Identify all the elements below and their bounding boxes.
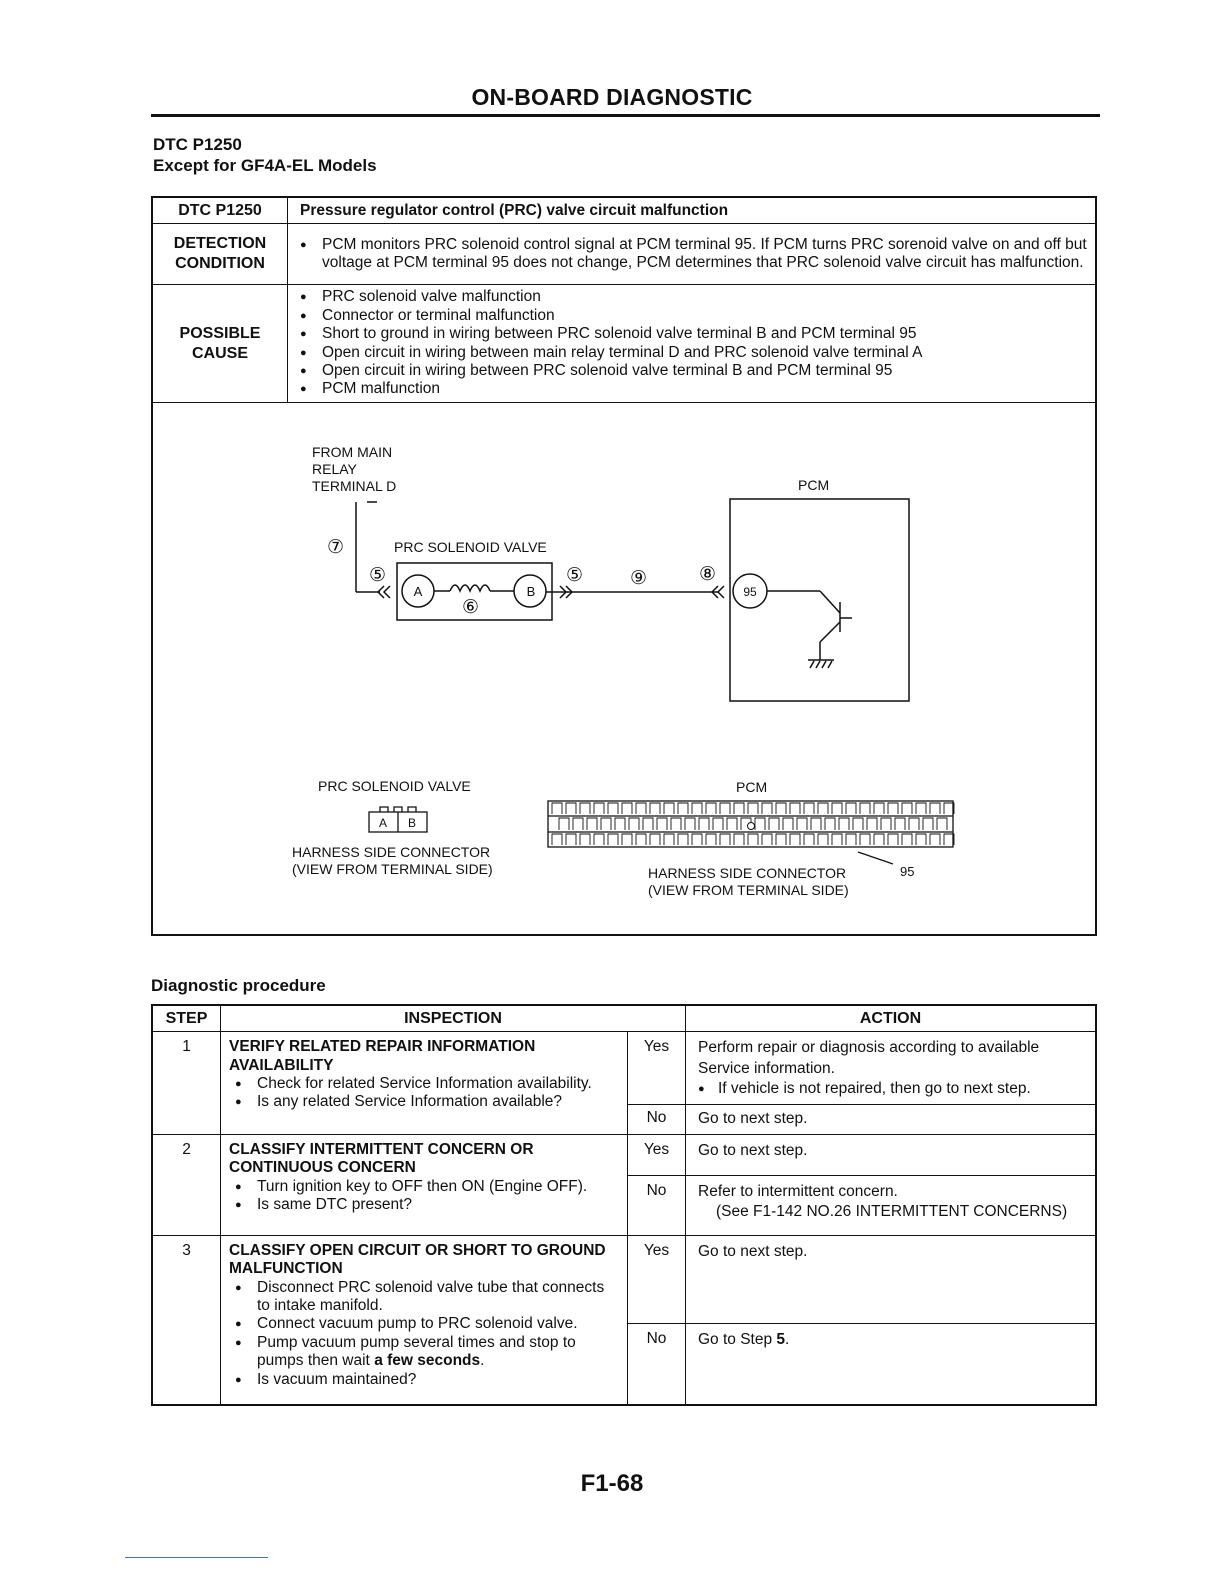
step3-item xyxy=(235,1334,619,1371)
pcm-connector-pin xyxy=(706,803,716,814)
pcm-connector-pin xyxy=(664,834,674,845)
pcm-connector-pin xyxy=(601,818,611,830)
pcm-connector-pin xyxy=(902,803,912,814)
step2-no-action-text: Refer to intermittent concern. xyxy=(698,1182,898,1200)
step1-no: No xyxy=(628,1104,686,1134)
step2-yes: Yes xyxy=(628,1134,686,1175)
pcm-connector-pin xyxy=(657,818,667,830)
pcm-connector-pin xyxy=(846,834,856,845)
pcm-connector-pin xyxy=(748,803,758,814)
pcm-connector-pin xyxy=(930,834,940,845)
cause-item: ● Open circuit in wiring between main relay terminal D and PRC solenoid valve terminal A xyxy=(300,344,1087,362)
step1-inspection xyxy=(221,1032,628,1135)
model-scope-heading: Except for GF4A-EL Models xyxy=(153,156,377,175)
step1-item: ● Is any related Service Information available? xyxy=(235,1093,619,1111)
step2-no-action xyxy=(686,1175,1097,1235)
cause-label-line1: POSSIBLE xyxy=(179,324,261,342)
step3-item3-text: Pump vacuum pump several times and stop to pumps then wait xyxy=(257,1333,576,1370)
step1-no-action: Go to next step. xyxy=(686,1104,1097,1134)
pcm-connector-pin xyxy=(874,803,884,814)
pcm-connector-pin xyxy=(811,818,821,830)
detection-text: ● PCM monitors PRC solenoid control signal at PCM terminal 95. If PCM turns PRC sorenoid valve on and off but voltage at PCM terminal 95 does not change, PCM determines that PRC solenoid valve circuit has malfunction. xyxy=(300,236,1087,273)
step1-yes-row xyxy=(152,1032,1096,1105)
pcm-connector-pin xyxy=(790,803,800,814)
transistor-emitter xyxy=(820,622,840,642)
pcm-connector-pin xyxy=(643,818,653,830)
pcm-connector-pin xyxy=(692,834,702,845)
pcm-connector-pin xyxy=(734,803,744,814)
pcm-connector-pin xyxy=(622,834,632,845)
step3-items xyxy=(229,1279,619,1389)
step1-item: ● Check for related Service Information availability. xyxy=(235,1075,619,1093)
step3-item: ● Disconnect PRC solenoid valve tube that connects to intake manifold. xyxy=(235,1279,619,1316)
step3-yes-action: Go to next step. xyxy=(686,1235,1097,1323)
terminal-95-label: 95 xyxy=(743,585,757,599)
pcm-connector-pin xyxy=(769,818,779,830)
valve-connector-latch xyxy=(380,807,416,812)
detection-label-line1: DETECTION xyxy=(173,235,267,252)
pcm-connector-pin xyxy=(594,834,604,845)
pcm-connector-pin xyxy=(622,803,632,814)
step2-title: CLASSIFY INTERMITTENT CONCERN OR CONTINUOUS CONCERN xyxy=(229,1140,534,1176)
pcm-connector-key xyxy=(748,823,755,830)
cause-label-line2: CAUSE xyxy=(191,344,248,362)
step3-no-action-text: Go to Step xyxy=(698,1330,777,1348)
step2-no-action-ref: (See F1-142 NO.26 INTERMITTENT CONCERNS) xyxy=(716,1203,1068,1220)
circuit-num-5b: ⑤ xyxy=(566,565,584,586)
solenoid-coil xyxy=(450,585,490,591)
header-inspection: INSPECTION xyxy=(221,1005,686,1032)
header-action: ACTION xyxy=(686,1005,1097,1032)
pcm-connector-pin xyxy=(580,803,590,814)
pcm-connector-pin xyxy=(818,803,828,814)
step2-item: ● Is same DTC present? xyxy=(235,1196,619,1214)
dtc-code-heading: DTC P1250 xyxy=(153,135,242,154)
step3-item: ● Connect vacuum pump to PRC solenoid valve. xyxy=(235,1315,619,1333)
step1-title: VERIFY RELATED REPAIR INFORMATION AVAILABILITY xyxy=(229,1038,536,1074)
pcm-connector-pin xyxy=(776,803,786,814)
pcm-connector-pin xyxy=(650,834,660,845)
cause-item: ● Short to ground in wiring between PRC solenoid valve terminal B and PCM terminal 95 xyxy=(300,325,1087,343)
step3-no-action xyxy=(686,1323,1097,1405)
pcm-connector-pin xyxy=(615,818,625,830)
diagnostic-procedure-table xyxy=(151,1004,1097,1406)
pcm-connector-pin xyxy=(685,818,695,830)
pcm-connector-pin xyxy=(566,834,576,845)
pcm-connector-pin xyxy=(692,803,702,814)
pcm-connector-pin xyxy=(909,818,919,830)
step2-inspection xyxy=(221,1134,628,1235)
pcm-connector-pin xyxy=(608,834,618,845)
step2-number: 2 xyxy=(152,1134,221,1235)
pcm-connector-pin xyxy=(678,834,688,845)
circuit-num-9: ⑨ xyxy=(630,568,648,589)
pcm-connector-pin xyxy=(678,803,688,814)
pcm-connector-pin xyxy=(552,803,562,814)
pcm-connector-pin xyxy=(580,834,590,845)
pcm-connector-pin xyxy=(832,834,842,845)
procedure-header-row xyxy=(152,1005,1096,1032)
conn-valve-label: PRC SOLENOID VALVE xyxy=(318,778,471,794)
pcm-connector-pin xyxy=(846,803,856,814)
circuit-num-6: ⑥ xyxy=(462,597,480,618)
pcm-connector-pin xyxy=(818,834,828,845)
pcm-connector-pin xyxy=(671,818,681,830)
valve-conn-b: B xyxy=(407,816,417,830)
pcm-connector-pin xyxy=(874,834,884,845)
from-relay-line3: TERMINAL D xyxy=(312,478,397,494)
pin-95-leader xyxy=(858,852,893,864)
cause-item: ● Open circuit in wiring between PRC solenoid valve terminal B and PCM terminal 95 xyxy=(300,362,1087,380)
pcm-connector-pin xyxy=(860,834,870,845)
pcm-connector-pin xyxy=(720,834,730,845)
step1-yes: Yes xyxy=(628,1032,686,1105)
step3-yes: Yes xyxy=(628,1235,686,1323)
pcm-connector-pin xyxy=(923,818,933,830)
harness-right-line2: (VIEW FROM TERMINAL SIDE) xyxy=(648,882,849,898)
pcm-connector-pin xyxy=(664,803,674,814)
pcm-connector-pin xyxy=(587,818,597,830)
cause-item: ● PRC solenoid valve malfunction xyxy=(300,288,1087,306)
pcm-connector-pin xyxy=(804,834,814,845)
pcm-connector-pin xyxy=(867,818,877,830)
step1-number: 1 xyxy=(152,1032,221,1135)
pcm-connector-pin xyxy=(762,803,772,814)
page-header-title: ON-BOARD DIAGNOSTIC xyxy=(471,84,753,110)
step3-title: CLASSIFY OPEN CIRCUIT OR SHORT TO GROUND MALFUNCTION xyxy=(229,1241,606,1277)
circuit-num-5a: ⑤ xyxy=(369,565,387,586)
step2-yes-row xyxy=(152,1134,1096,1175)
detection-label-line2: CONDITION xyxy=(175,255,265,272)
step1-yes-action-bullet: ● If vehicle is not repaired, then go to next step. xyxy=(698,1079,1087,1100)
dtc-code-cell: DTC P1250 xyxy=(153,198,288,224)
harness-left-line1: HARNESS SIDE CONNECTOR xyxy=(292,844,491,860)
pcm-connector-pin xyxy=(916,834,926,845)
harness-right-line1: HARNESS SIDE CONNECTOR xyxy=(648,865,847,881)
pcm-connector-pin xyxy=(797,818,807,830)
pcm-connector-pin xyxy=(895,818,905,830)
pcm-connector-pin xyxy=(636,803,646,814)
pcm-connector-pin xyxy=(713,818,723,830)
pcm-connector-pin xyxy=(748,834,758,845)
prc-valve-label: PRC SOLENOID VALVE xyxy=(394,539,547,555)
pcm-connector-pin xyxy=(881,818,891,830)
conn-pcm-label: PCM xyxy=(736,779,768,795)
pcm-connector-pin xyxy=(650,803,660,814)
step3-no-action-step: 5 xyxy=(776,1330,786,1348)
pcm-connector-pin xyxy=(706,834,716,845)
pcm-connector-pin xyxy=(734,834,744,845)
cause-item: ● Connector or terminal malfunction xyxy=(300,307,1087,325)
pcm-connector-pin xyxy=(573,818,583,830)
pcm-connector-pin xyxy=(727,818,737,830)
pcm-connector-pin xyxy=(888,803,898,814)
step3-item3-end: . xyxy=(480,1352,485,1370)
pcm-connector-pin xyxy=(783,818,793,830)
step3-number: 3 xyxy=(152,1235,221,1405)
pcm-connector-pin xyxy=(825,818,835,830)
pcm-connector-pin xyxy=(930,803,940,814)
pcm-connector-pin xyxy=(832,803,842,814)
circuit-num-7: ⑦ xyxy=(327,537,345,558)
step1-yes-action-text: Perform repair or diagnosis according to available Service information. xyxy=(698,1039,1040,1077)
pcm-box xyxy=(730,499,909,701)
pcm-connector-pin xyxy=(755,818,765,830)
step3-yes-row xyxy=(152,1235,1096,1323)
valve-conn-a: A xyxy=(378,816,388,830)
pcm-connector-pin xyxy=(776,834,786,845)
pin-95-label: 95 xyxy=(900,864,915,879)
diagnostic-procedure-title: Diagnostic procedure xyxy=(151,976,326,995)
pcm-label: PCM xyxy=(798,477,830,493)
step3-item3-bold: a few seconds xyxy=(374,1352,481,1370)
cause-item: ● PCM malfunction xyxy=(300,380,1087,398)
pcm-connector-pin xyxy=(594,803,604,814)
page-number: F1-68 xyxy=(580,1470,644,1497)
dtc-description: Pressure regulator control (PRC) valve circuit malfunction xyxy=(288,198,1096,224)
step3-item: ● Is vacuum maintained? xyxy=(235,1371,619,1389)
pcm-connector-pin xyxy=(699,818,709,830)
pcm-connector-pin xyxy=(839,818,849,830)
pcm-connector-pin xyxy=(860,803,870,814)
pcm-connector-pin xyxy=(608,803,618,814)
pcm-connector-pin xyxy=(720,803,730,814)
transistor-collector xyxy=(820,591,840,613)
footer-rule xyxy=(125,1557,268,1558)
pcm-connector-pin xyxy=(762,834,772,845)
ground-icon xyxy=(810,661,832,668)
pcm-connector-pin xyxy=(559,818,569,830)
pcm-connector-pin xyxy=(629,818,639,830)
step2-item: ● Turn ignition key to OFF then ON (Engine OFF). xyxy=(235,1178,619,1196)
from-relay-line2: RELAY xyxy=(312,461,357,477)
pcm-connector-pin xyxy=(916,803,926,814)
pcm-connector-pin xyxy=(552,834,562,845)
step3-no: No xyxy=(628,1323,686,1405)
step3-inspection xyxy=(221,1235,628,1405)
terminal-b-label: B xyxy=(526,584,536,599)
pcm-connector-pin xyxy=(804,803,814,814)
step2-no: No xyxy=(628,1175,686,1235)
circuit-num-8: ⑧ xyxy=(699,564,717,585)
step2-items xyxy=(229,1178,619,1215)
terminal-a-label: A xyxy=(413,584,423,599)
pcm-connector-pin xyxy=(888,834,898,845)
pcm-connector-pin xyxy=(853,818,863,830)
step3-no-action-end: . xyxy=(785,1330,790,1348)
harness-left-line2: (VIEW FROM TERMINAL SIDE) xyxy=(292,861,493,877)
pcm-connector-pin xyxy=(937,818,947,830)
step2-yes-action: Go to next step. xyxy=(686,1134,1097,1175)
pcm-connector-pin xyxy=(566,803,576,814)
header-step: STEP xyxy=(152,1005,221,1032)
from-relay-line1: FROM MAIN xyxy=(312,444,393,460)
step1-items xyxy=(229,1075,619,1112)
pcm-connector-pin xyxy=(636,834,646,845)
step1-yes-action xyxy=(686,1032,1097,1105)
pcm-connector-pin xyxy=(790,834,800,845)
pcm-connector-pin xyxy=(902,834,912,845)
